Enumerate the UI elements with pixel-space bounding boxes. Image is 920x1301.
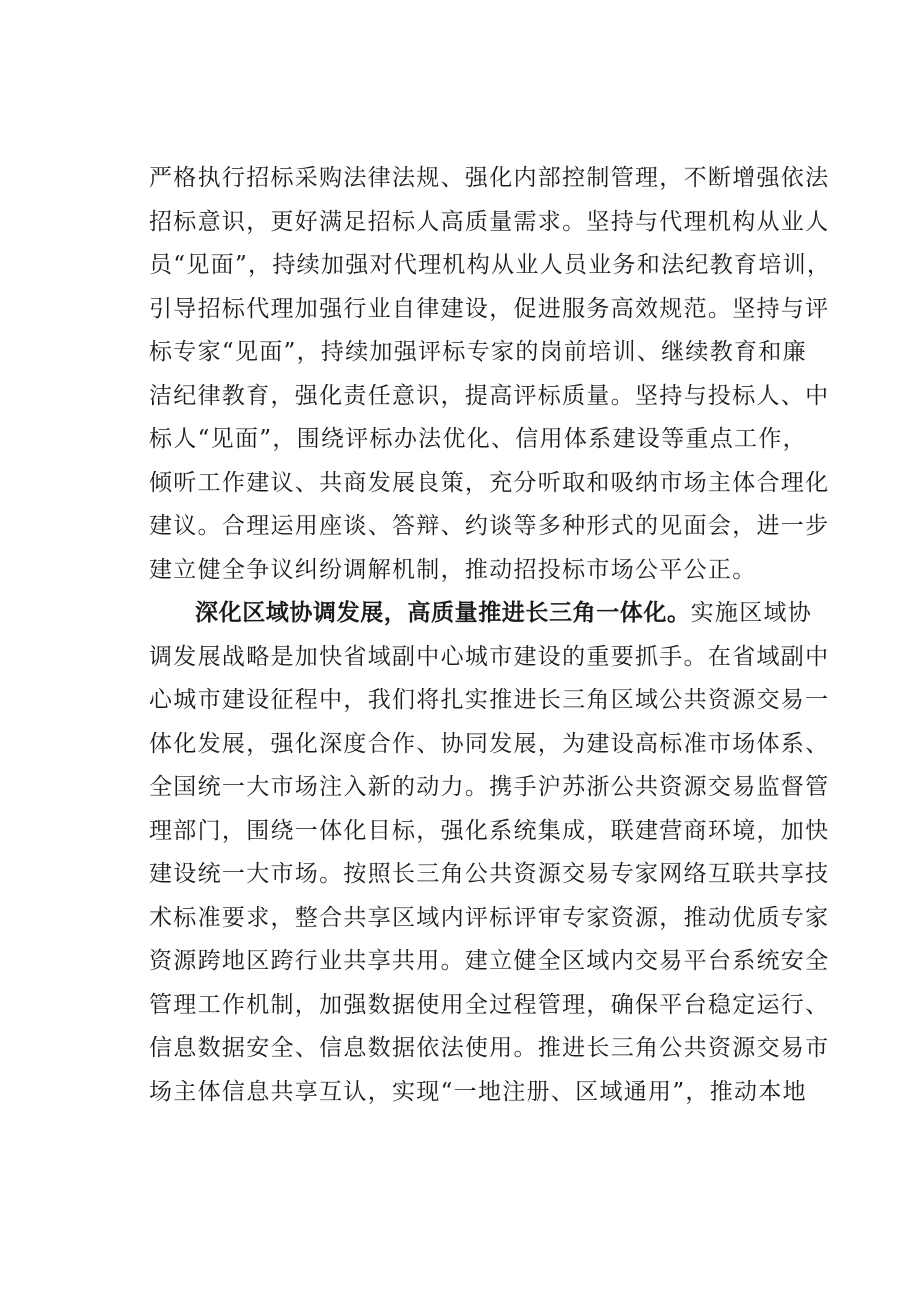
text-line: 严格执行招标采购法律法规、强化内部控制管理，不断增强依法 bbox=[149, 165, 830, 191]
text-fragment: 实施区域协 bbox=[690, 600, 813, 626]
text-line: 招标意识，更好满足招标人高质量需求。坚持与代理机构从业人 bbox=[149, 208, 830, 235]
paragraph-1 bbox=[149, 157, 832, 592]
text-line: 体化发展，强化深度合作、协同发展，为建设高标准市场体系、 bbox=[149, 730, 830, 757]
text-line: 信息数据安全、信息数据依法使用。推进长三角公共资源交易市 bbox=[149, 1035, 830, 1061]
paragraph-first-line bbox=[149, 592, 813, 636]
text-line: 倾听工作建议、共商发展良策，充分听取和吸纳市场主体合理化 bbox=[149, 469, 830, 496]
text-line: 标专家“见面”，持续加强评标专家的岗前培训、继续教育和廉 bbox=[149, 339, 807, 365]
text-line: 资源跨地区跨行业共享共用。建立健全区域内交易平台系统安全 bbox=[149, 948, 830, 974]
text-line: 建立健全争议纠纷调解机制，推动招投标市场公平公正。 bbox=[149, 556, 757, 583]
section-heading: 深化区域协调发展，高质量推进长三角一体化。 bbox=[195, 600, 691, 626]
text-line: 洁纪律教育，强化责任意识，提高评标质量。坚持与投标人、中 bbox=[149, 382, 830, 409]
paragraph-2 bbox=[149, 592, 830, 1114]
text-line: 管理工作机制，加强数据使用全过程管理，确保平台稳定运行、 bbox=[149, 991, 830, 1018]
text-line: 建议。合理运用座谈、答辩、约谈等多种形式的见面会，进一步 bbox=[149, 513, 830, 539]
text-line: 引导招标代理加强行业自律建设，促进服务高效规范。坚持与评 bbox=[149, 295, 830, 322]
text-line: 标人“见面”，围绕评标办法优化、信用体系建设等重点工作， bbox=[149, 426, 807, 452]
text-line: 调发展战略是加快省域副中心城市建设的重要抓手。在省域副中 bbox=[149, 643, 830, 670]
text-line: 员“见面”，持续加强对代理机构从业人员业务和法纪教育培训， bbox=[149, 252, 832, 278]
text-line: 术标准要求，整合共享区域内评标评审专家资源，推动优质专家 bbox=[149, 904, 830, 931]
text-line: 理部门，围绕一体化目标，强化系统集成，联建营商环境，加快 bbox=[149, 817, 830, 844]
document-body bbox=[149, 157, 832, 1114]
text-line: 场主体信息共享互认，实现“一地注册、区域通用”，推动本地 bbox=[149, 1078, 807, 1105]
text-line: 建设统一大市场。按照长三角公共资源交易专家网络互联共享技 bbox=[149, 861, 830, 887]
text-line: 心城市建设征程中，我们将扎实推进长三角区域公共资源交易一 bbox=[149, 687, 830, 713]
text-line: 全国统一大市场注入新的动力。携手沪苏浙公共资源交易监督管 bbox=[149, 774, 830, 800]
